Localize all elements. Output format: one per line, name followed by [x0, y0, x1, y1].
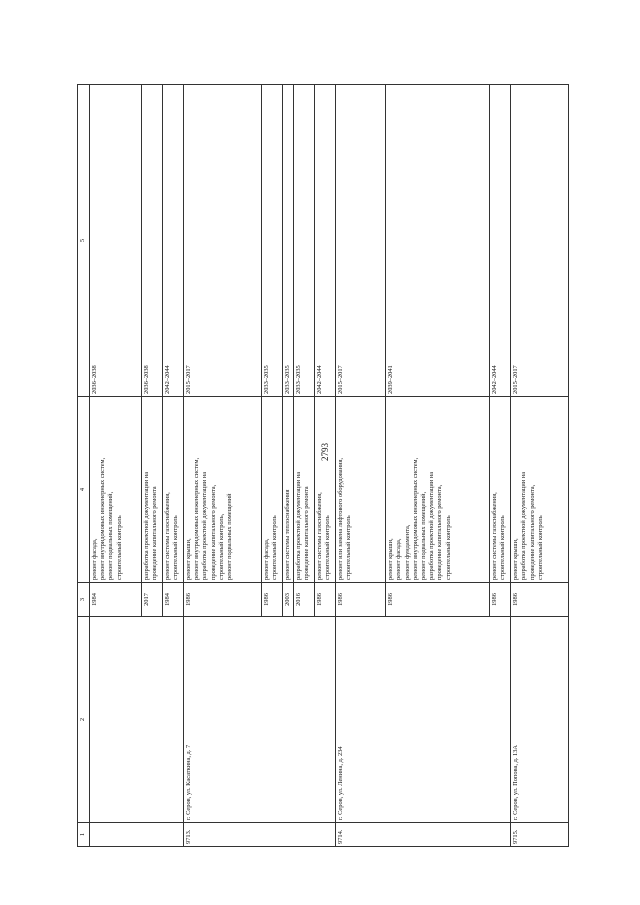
- row-year: 1986: [336, 583, 386, 617]
- row-works: разработка проектной документации на проведение капитального ремонта: [294, 397, 315, 583]
- row-address: г. Серов, ул. Ленина, д. 234: [336, 617, 511, 823]
- row-number: 9714.: [336, 823, 511, 847]
- header-col-5: 5: [78, 85, 90, 397]
- row-year: 1984: [163, 583, 184, 617]
- header-col-1: 1: [78, 823, 90, 847]
- row-year: 2003: [283, 583, 294, 617]
- table-row: [184, 85, 262, 847]
- table-row: [336, 85, 386, 847]
- capital-repair-table: [77, 84, 569, 847]
- row-period: 2036–2038: [142, 85, 163, 397]
- row-period: 2015–2017: [511, 85, 569, 397]
- header-col-3: 3: [78, 583, 90, 617]
- row-period: 2036–2038: [90, 85, 142, 397]
- row-period: 2042–2044: [315, 85, 336, 397]
- row-year: 1984: [90, 583, 142, 617]
- row-year: 1986: [184, 583, 262, 617]
- row-year: 1986: [511, 583, 569, 617]
- header-col-2: 2: [78, 617, 90, 823]
- row-works: ремонт системы газоснабжения, строительный контроль: [163, 397, 184, 583]
- row-period: 2015–2017: [336, 85, 386, 397]
- row-number: [90, 823, 184, 847]
- row-year: 2016: [294, 583, 315, 617]
- table-row: [90, 85, 142, 847]
- row-works: ремонт или замена лифтового оборудования, строительный контроль: [336, 397, 386, 583]
- row-year: 1986: [315, 583, 336, 617]
- row-period: 2042–2044: [490, 85, 511, 397]
- row-period: 2033–2035: [294, 85, 315, 397]
- row-number: 9713.: [184, 823, 336, 847]
- row-works: разработка проектной документации на проведение капитального ремонта: [142, 397, 163, 583]
- row-works: ремонт системы газоснабжения, строительный контроль: [490, 397, 511, 583]
- row-year: 1986: [490, 583, 511, 617]
- row-period: 2033–2035: [283, 85, 294, 397]
- page-number: 2793: [320, 443, 330, 461]
- row-works: ремонт фасада, строительный контроль: [262, 397, 283, 583]
- header-row: [78, 85, 90, 847]
- row-period: 2039–2041: [386, 85, 490, 397]
- row-number: 9715.: [511, 823, 569, 847]
- row-works: ремонт крыши, разработка проектной документации на проведение капитального ремонта, строительный контроль: [511, 397, 569, 583]
- row-works: ремонт системы газоснабжения, строительный контроль: [315, 397, 336, 583]
- row-works: ремонт крыши, ремонт фасада, ремонт фундамента, ремонт внутридомовых инженерных систем, ремонт подвальных помещений, разработка проектной документации на проведение капитального ремонта, строительный контроль: [386, 397, 490, 583]
- header-col-4: 4: [78, 397, 90, 583]
- row-address: г. Серов, ул. Касаткина, д. 7: [184, 617, 336, 823]
- table-row: [511, 85, 569, 847]
- row-period: 2015–2017: [184, 85, 262, 397]
- row-year: 2017: [142, 583, 163, 617]
- row-works: ремонт фасада, ремонт внутридомовых инженерных систем, ремонт подвальных помещений, строительный контроль: [90, 397, 142, 583]
- row-period: 2033–2035: [262, 85, 283, 397]
- row-year: 1986: [386, 583, 490, 617]
- row-address: [90, 617, 184, 823]
- row-year: 1986: [262, 583, 283, 617]
- row-works: ремонт крыши, ремонт внутридомовых инженерных систем, разработка проектной документации на проведение капитального ремонта, строительный контроль, ремонт подвальных помещений: [184, 397, 262, 583]
- row-period: 2042–2044: [163, 85, 184, 397]
- row-address: г. Серов, ул. Попова, д. 13А: [511, 617, 569, 823]
- table-rotated-wrapper: [77, 85, 565, 847]
- row-works: ремонт системы теплоснабжения: [283, 397, 294, 583]
